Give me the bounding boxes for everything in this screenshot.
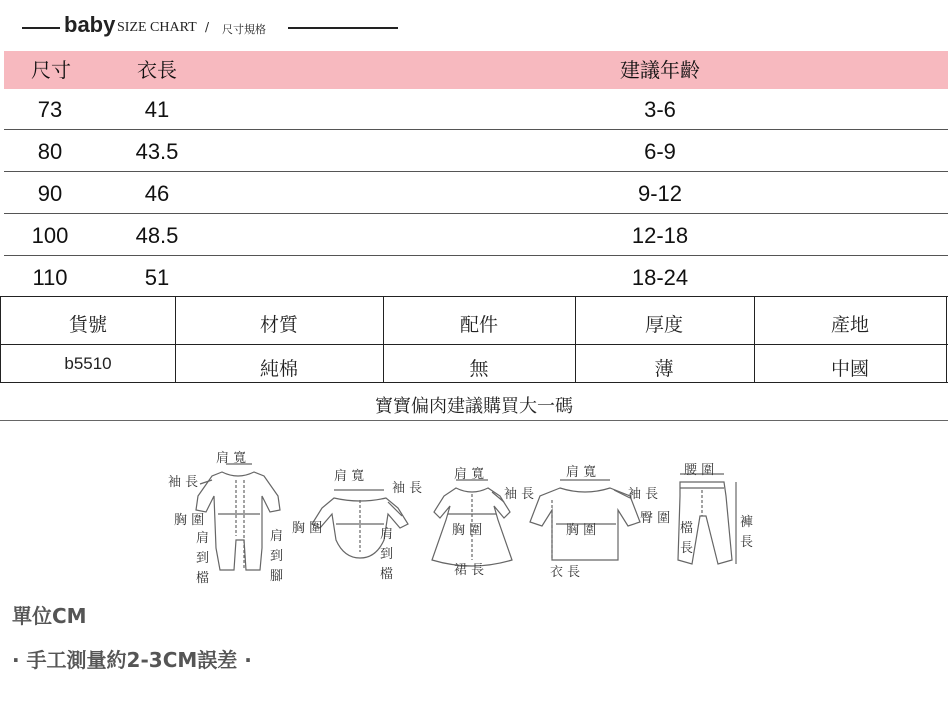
cell-size: 100 [31,223,69,248]
header-slash: / [205,20,210,34]
cell-length: 43.5 [135,139,179,164]
cell-age: 12-18 [631,223,689,248]
size-advice-note: 寶寶偏肉建議購買大一碼 [375,396,573,417]
cell-age: 18-24 [631,265,689,290]
header-brand: baby [64,12,116,37]
product-table-vline [754,296,755,383]
header-line-left [22,27,60,29]
bodysuit-sleeve-label: 袖 長 [392,481,423,496]
bodysuit-chest-label: 胸 圍 [292,521,323,536]
product-table-vline [383,296,384,383]
product-value-origin: 中國 [830,358,870,380]
romper-stc-3: 檔 [196,571,210,586]
product-table-bottom-border [0,382,948,383]
dress-chest-label: 胸 圍 [452,523,483,538]
col-age-header: 建議年齡 [620,58,700,82]
product-header-accessory: 配件 [459,314,499,336]
product-header-thickness: 厚度 [644,314,684,336]
pants-rise-1: 檔 [680,521,694,536]
bodysuit-stc-2: 到 [380,547,394,562]
romper-sleeve-label: 袖 長 [168,475,199,490]
romper-stc-2: 到 [196,551,210,566]
romper-stc-1: 肩 [196,531,210,546]
romper-stf-1: 肩 [270,529,284,544]
romper-stf-2: 到 [270,549,284,564]
product-value-item-no: b5510 [64,354,112,373]
cell-age: 9-12 [637,181,683,206]
cell-size: 90 [37,181,63,206]
romper-shoulder-label: 肩 寬 [216,451,247,466]
product-table-vline [946,296,947,383]
cell-age: 3-6 [644,97,676,122]
header-subtitle-cn: 尺寸規格 [222,23,266,36]
product-table-vline [575,296,576,383]
cell-length: 48.5 [135,223,179,248]
cell-size: 80 [37,139,63,164]
bodysuit-stc-3: 檔 [380,567,394,582]
product-table-top-border [0,296,948,297]
product-table-vline [0,296,1,383]
top-illustration [530,480,640,560]
dress-skirt-label: 裙 長 [454,563,485,578]
top-length-label: 衣 長 [550,565,581,580]
bodysuit-stc-1: 肩 [380,527,394,542]
cell-length: 46 [144,181,170,206]
product-table-mid-border [0,344,948,345]
product-header-material: 材質 [259,314,299,336]
pants-inseam-1: 褲 [740,515,754,530]
product-header-origin: 產地 [830,314,870,336]
measurement-diagrams [0,440,948,590]
unit-note: 單位CM [12,604,87,628]
bodysuit-illustration [312,490,408,558]
dress-sleeve-label: 袖 長 [504,487,535,502]
romper-chest-label: 胸 圍 [174,513,205,528]
top-shoulder-label: 肩 寬 [566,465,597,480]
product-table-note-border [0,420,948,421]
measurement-error-note: · 手工測量約2-3CM誤差 · [12,648,252,672]
product-value-material: 純棉 [259,358,299,380]
cell-size: 73 [37,97,63,122]
bodysuit-shoulder-label: 肩 寬 [334,469,365,484]
pants-hip-label: 臀 圍 [640,511,671,526]
product-header-item-no: 貨號 [68,314,108,336]
product-value-thickness: 薄 [654,358,674,380]
product-value-accessory: 無 [469,358,489,380]
header-line-right [288,27,398,29]
row-divider [4,129,948,130]
cell-age: 6-9 [644,139,676,164]
row-divider [4,213,948,214]
cell-length: 51 [144,265,170,290]
product-table-vline [175,296,176,383]
pants-waist-label: 腰 圍 [684,463,715,478]
cell-size: 110 [32,265,68,290]
col-length-header: 衣長 [137,58,177,82]
pants-inseam-2: 長 [740,535,754,550]
header-subtitle: SIZE CHART [117,20,197,35]
row-divider [4,171,948,172]
top-sleeve-label: 袖 長 [628,487,659,502]
pants-rise-2: 長 [680,541,694,556]
dress-shoulder-label: 肩 寬 [454,467,485,482]
col-size-header: 尺寸 [31,58,71,82]
cell-length: 41 [144,97,170,122]
top-chest-label: 胸 圍 [566,523,597,538]
romper-stf-3: 腳 [270,569,284,584]
row-divider [4,255,948,256]
